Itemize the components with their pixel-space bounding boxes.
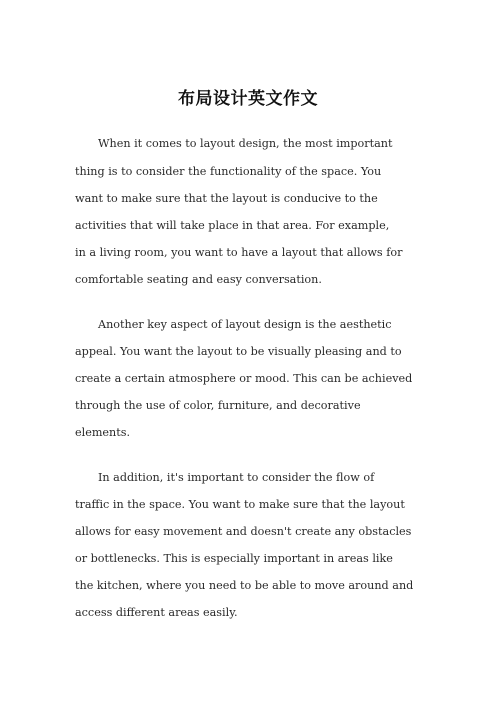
paragraph-3-line-2: traffic in the space. You want to make sure that the layout: [75, 498, 405, 511]
paragraph-3-line-4: or bottlenecks. This is especially important in areas like: [75, 552, 393, 565]
paragraph-1-line-6: comfortable seating and easy conversation.: [75, 273, 322, 286]
paragraph-2-line-4: through the use of color, furniture, and decorative: [75, 399, 361, 412]
paragraph-1-line-2: thing is to consider the functionality of the space. You: [75, 165, 382, 178]
paragraph-2-line-3: create a certain atmosphere or mood. This can be achieved: [75, 372, 413, 385]
paragraph-1-line-4: activities that will take place in that area. For example,: [75, 219, 390, 232]
paragraph-2-line-1: Another key aspect of layout design is the aesthetic: [98, 318, 392, 331]
paragraph-3-line-1: In addition, it's important to consider the flow of: [98, 471, 375, 484]
paragraph-3-line-3: allows for easy movement and doesn't create any obstacles: [75, 525, 412, 538]
paragraph-1-line-3: want to make sure that the layout is conducive to the: [75, 192, 378, 205]
paragraph-2-line-5: elements.: [75, 426, 131, 439]
paragraph-2-line-2: appeal. You want the layout to be visually pleasing and to: [75, 345, 402, 358]
paragraph-1-line-5: in a living room, you want to have a layout that allows for: [75, 246, 403, 259]
paragraph-3-line-6: access different areas easily.: [75, 606, 238, 619]
paragraph-3-line-5: the kitchen, where you need to be able to move around and: [75, 579, 414, 592]
document-title: 布局设计英文作文: [178, 89, 318, 109]
paragraph-1-line-1: When it comes to layout design, the most important: [98, 137, 393, 150]
